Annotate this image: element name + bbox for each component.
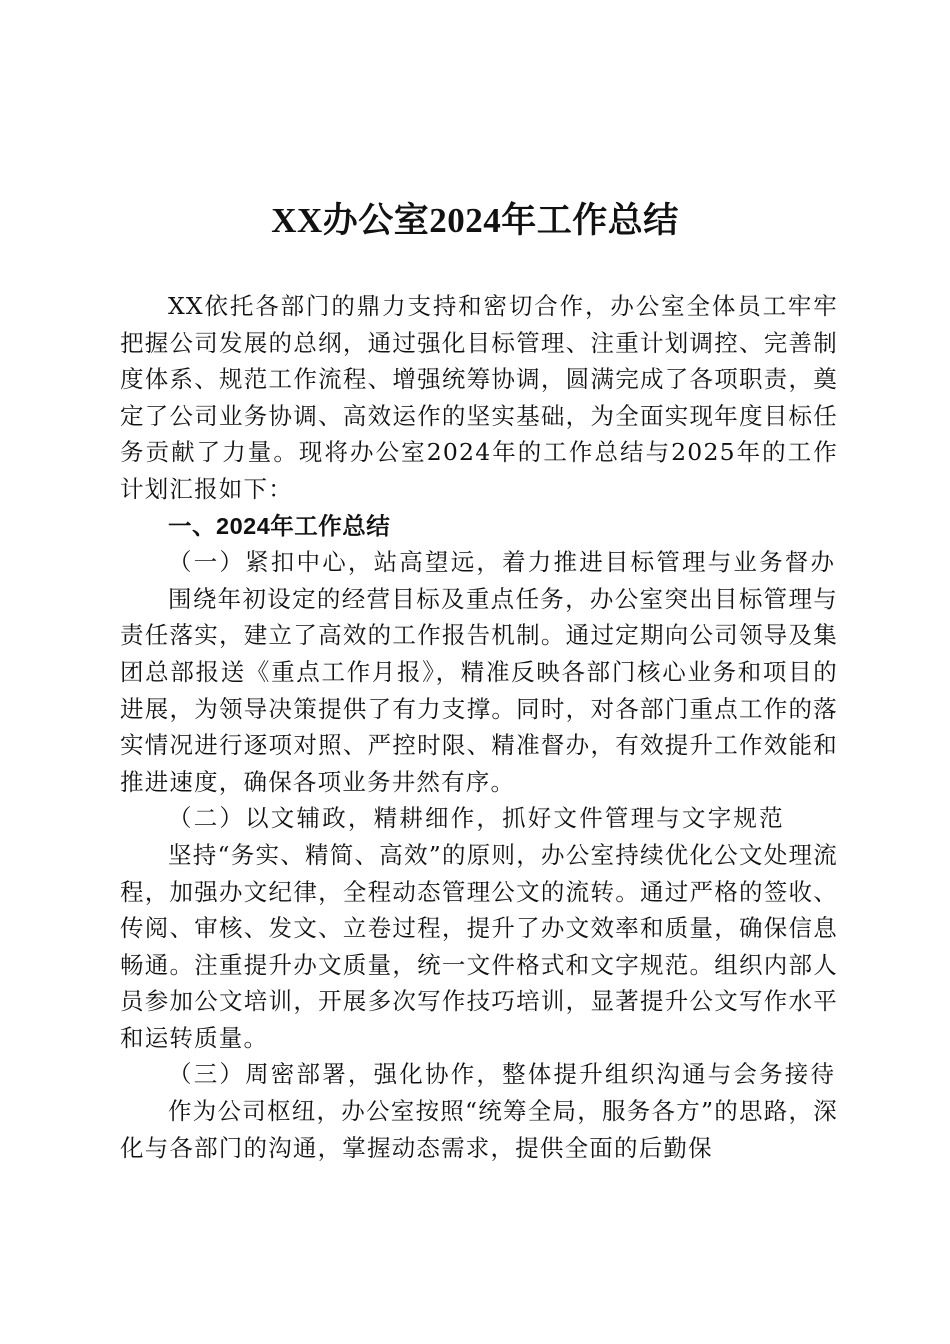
intro-paragraph: XX依托各部门的鼎力支持和密切合作，办公室全体员工牢牢把握公司发展的总纲，通过强化目标管理、注重计划调控、完善制度体系、规范工作流程、增强统筹协调，圆满完成了各项职责，奠定了公司业务协调、高效运作的坚实基础，为全面实现年度目标任务贡献了力量。现将办公室2024年的工作总结与2025年的工作计划汇报如下： xyxy=(120,292,838,503)
document-title: XX办公室2024年工作总结 xyxy=(271,201,679,240)
body-paragraph: 作为公司枢纽，办公室按照“统筹全局，服务各方”的思路，深化与各部门的沟通，掌握动态需求，提供全面的后勤保 xyxy=(120,1097,838,1162)
subsection-heading-1: （一）紧扣中心，站高望远，着力推进目标管理与业务督办 xyxy=(168,548,837,577)
subsection-heading-2: （二）以文辅政，精耕细作，抓好文件管理与文字规范 xyxy=(168,804,785,833)
body-paragraph: 围绕年初设定的经营目标及重点任务，办公室突出目标管理与责任落实，建立了高效的工作报告机制。通过定期向公司领导及集团总部报送《重点工作月报》，精准反映各部门核心业务和项目的进展，为领导决策提供了有力支撑。同时，对各部门重点工作的落实情况进行逐项对照、严控时限、精准督办，有效提升工作效能和推进速度，确保各项业务井然有序。 xyxy=(120,584,838,796)
subsection-heading-3: （三）周密部署，强化协作，整体提升组织沟通与会务接待 xyxy=(168,1060,837,1089)
document-body xyxy=(120,288,838,1166)
body-paragraph: 坚持“务实、精简、高效”的原则，办公室持续优化公文处理流程，加强办文纪律，全程动态管理公文的流转。通过严格的签收、传阅、审核、发文、立卷过程，提升了办文效率和质量，确保信息畅通。注重提升办文质量，统一文件格式和文字规范。组织内部人员参加公文培训，开展多次写作技巧培训，显著提升公文写作水平和运转质量。 xyxy=(120,840,838,1052)
section-heading-1: 一、2024年工作总结 xyxy=(168,512,391,539)
